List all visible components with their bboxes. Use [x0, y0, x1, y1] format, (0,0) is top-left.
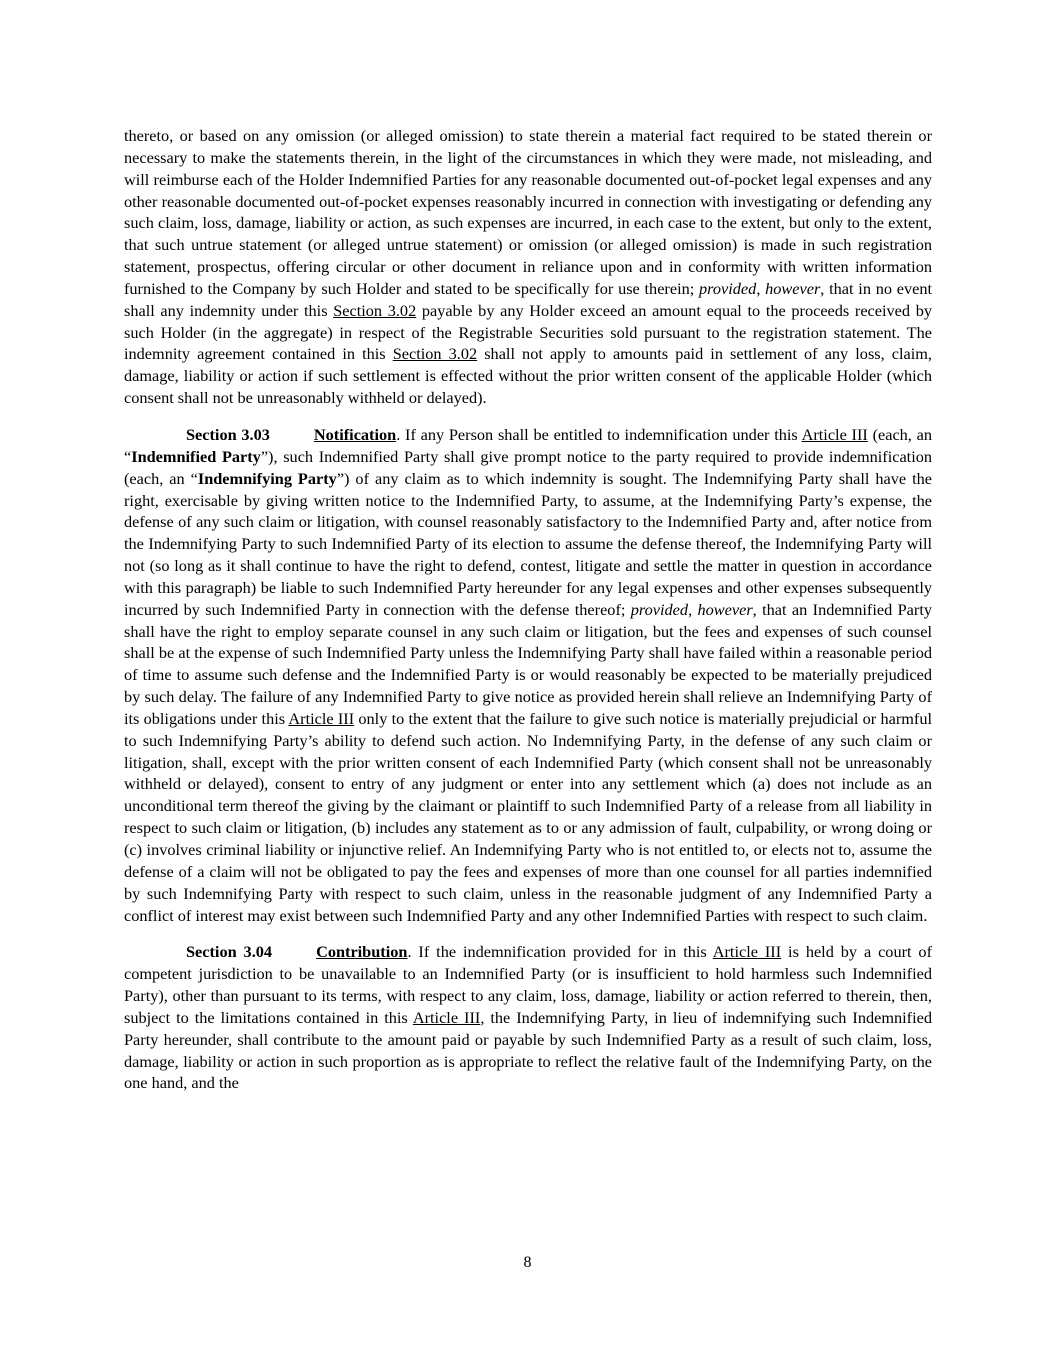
section-3-03-paragraph — [124, 424, 932, 926]
text: shall not apply to amounts paid in settlement of any loss, claim, damage, liability or action if such settlement is effected without the prior written consent of the applicable Holder (which consent shall not be unreasonably withheld or delayed). — [124, 344, 933, 408]
text: ”) of any claim as to which indemnity is sought. The Indemnifying Party shall have the right, exercisable by giving written notice to the Indemnified Party, to assume, at the Indemnifying Party’s expense, the defense of any such claim or litigation, with counsel reasonably satisfactory to the Indemnified Party and, after notice from the Indemnifying Party to such Indemnified Party of its election to assume the defense thereof, the Indemnifying Party will not (so long as it shall continue to have the right to defend, contest, litigate and settle the matter in question in accordance with this paragraph) be liable to such Indemnified Party hereunder for any legal expenses and other expenses subsequently incurred by such Indemnified Party in connection with the defense thereof; — [124, 468, 933, 619]
article-reference: Article III — [712, 942, 782, 962]
however-italic: however — [765, 278, 821, 298]
text: only to the extent that the failure to give such notice is materially prejudicial or harmful to such Indemnifying Party’s ability to defend such action. No Indemnifying Party, in the defense of any such claim or litigation, shall, except with the prior written consent of each Indemnified Party (which consent shall not be unreasonably withheld or delayed), consent to entry of any judgment or enter into any settlement which (a) does not include as an unconditional term thereof the giving by the claimant or plaintiff to such Indemnified Party of a release from all liability in respect to such claim or litigation, (b) includes any statement as to or any admission of fault, culpability, or wrong doing or (c) involves criminal liability or injunctive relief. An Indemnifying Party who is not entitled to, or elects not to, assume the defense of a claim will not be obligated to pay the fees and expenses of more than one counsel for all parties indemnified by such Indemnifying Party with respect to such claim, unless in the reasonable judgment of any Indemnified Party a conflict of interest may exist between such Indemnified Party and any other Indemnified Parties with respect to such claim. — [124, 708, 933, 925]
article-reference: Article III — [288, 708, 355, 728]
article-reference: Article III — [412, 1007, 481, 1027]
text: , — [688, 599, 698, 619]
section-title: Notification — [313, 424, 397, 444]
text: , that an Indemnified Party shall have the right to employ separate counsel in any such claim or litigation, but the fees and expenses of such counsel shall be at the expense of such Indemnified Party unless the Indemnifying Party shall have failed within a reasonable period of time to assume such defense and the Indemnified Party is or would reasonably be expected to be materially prejudiced by such delay. The failure of any Indemnified Party to give notice as provided herein shall relieve an Indemnifying Party of its obligations under this — [124, 599, 932, 728]
text: . If any Person shall be entitled to indemnification under this — [396, 424, 802, 444]
section-number: Section 3.03 — [186, 424, 270, 444]
text: ”), such Indemnified Party shall give prompt notice to the party required to provide indemnification (each, an “ — [124, 446, 933, 488]
text: payable by any Holder exceed an amount equal to the proceeds received by such Holder (in the aggregate) in respect of the Registrable Securities sold pursuant to the registration statement. The indemnity agreement contained in this — [124, 300, 932, 364]
text: is held by a court of competent jurisdiction to be unavailable to an Indemnified Party (or is insufficient to hold harmless such Indemnified Party), other than pursuant to its terms, with respect to any claim, loss, damage, liability or action referred to therein, then, subject to the limitations contained in this — [124, 942, 932, 1027]
article-reference: Article III — [801, 424, 868, 444]
text: , the Indemnifying Party, in lieu of indemnifying such Indemnified Party hereunder, shall contribute to the amount paid or payable by such Indemnified Party as a result of such claim, loss, damage, liability or action in such proportion as is appropriate to reflect the relative fault of the Indemnifying Party, on the one hand, and the — [124, 1007, 932, 1093]
provided-italic: provided — [699, 278, 757, 298]
section-reference: Section 3.02 — [333, 300, 417, 320]
text: thereto, or based on any omission (or alleged omission) to state therein a material fact required to be stated therein or necessary to make the statements therein, in the light of the circumstances in which they were made, not misleading, and will reimburse each of the Holder Indemnified Parties for any reasonable documented out-of-pocket legal expenses and any other reasonable documented out-of-pocket expenses reasonably incurred in connection with investigating or defending any such claim, loss, damage, liability or action, as such expenses are incurred, in each case to the extent, but only to the extent, that such untrue statement (or alleged untrue statement) or omission (or alleged omission) is made in such registration statement, prospectus, offering circular or other document in reliance upon and in conformity with written information furnished to the Company by such Holder and stated to be specifically for use therein; — [124, 126, 932, 298]
document-page — [124, 125, 932, 1109]
continuation-paragraph — [124, 125, 932, 409]
text: . If the indemnification provided for in this — [407, 942, 713, 962]
text: (each, an “ — [124, 424, 932, 466]
section-title: Contribution — [316, 942, 408, 962]
however-italic: however — [697, 599, 753, 619]
defined-term: Indemnifying Party — [197, 468, 337, 488]
text: , that in no event shall any indemnity under this — [124, 278, 933, 320]
section-3-04-paragraph — [124, 941, 932, 1094]
section-reference: Section 3.02 — [392, 344, 478, 364]
section-number: Section 3.04 — [186, 942, 273, 962]
text: , — [756, 278, 766, 298]
page-number: 8 — [523, 1254, 532, 1271]
provided-italic: provided — [630, 599, 689, 619]
defined-term: Indemnified Party — [131, 446, 261, 466]
